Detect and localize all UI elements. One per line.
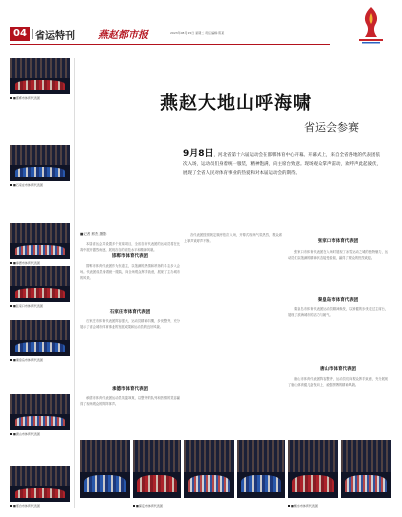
caption-bottom-1: ■邢台市体育代表团	[10, 504, 40, 508]
caption-bottom-3: ■衡水市体育代表团	[288, 504, 318, 508]
column-3-team5	[288, 306, 388, 354]
team2-paragraph: 石家庄市体育代表团阵容强大，运动员精神抖擞，步伐整齐，充分展示了省会城市体育事业的发展成果和运动员的良好风貌。	[80, 319, 180, 330]
photo-bottom-a	[80, 440, 130, 498]
photo-bottom-b	[133, 440, 181, 498]
article-subtitle: 省运会参赛	[304, 121, 359, 134]
team4-paragraph: 张家口市体育代表团在入场时展现了冰雪运动之城的独特魅力，运动员们以饱满的精神状态接受检阅，赢得了观众的热烈欢迎。	[288, 250, 388, 261]
games-logo-icon	[351, 5, 391, 47]
column-1-team2	[80, 318, 180, 368]
col1-intro-paragraph: 本届省运会共设置多个竞赛项目，全省各市代表团的运动员将在比赛中展开激烈角逐，展现各自的竞技水平和精神风貌。	[80, 242, 180, 253]
column-rule	[74, 58, 75, 508]
page-number: 04	[10, 27, 30, 41]
column-3-team4	[288, 249, 388, 289]
team-heading-3: 承德市体育代表团	[112, 387, 148, 392]
photo-left-6	[10, 394, 70, 430]
lead-dropcap: 9月8日	[183, 149, 214, 159]
caption-left-1: ■邯郸市体育代表团	[10, 96, 40, 100]
team6-paragraph: 唐山市体育代表团阵容整齐，运动员们向观众挥手致意，充分展现了唐山体育健儿奋发向上、顽强拼搏的精神风貌。	[288, 377, 388, 388]
team-heading-5: 秦皇岛市体育代表团	[317, 298, 359, 303]
column-3-team6	[288, 376, 388, 406]
col2-top-paragraph: 各代表团按照规定顺序依次入场，开幕式现场气氛热烈，观众席上掌声欢呼声不断。	[184, 233, 282, 244]
caption-left-2: ■石家庄市体育代表团	[10, 183, 43, 187]
photo-bottom-c	[184, 440, 234, 498]
column-1-team3	[80, 395, 180, 429]
photo-left-1	[10, 58, 70, 94]
section-name: 省运特刊	[35, 31, 75, 42]
team1-paragraph: 邯郸市体育代表团作为东道主，以饱满的热情和昂扬的斗志步入会场。代表团成员身着统一服装，向全场观众挥手致意，展现了主办城市的风采。	[80, 264, 180, 281]
photo-bottom-e	[288, 440, 338, 498]
caption-left-5: ■秦皇岛市体育代表团	[10, 358, 43, 362]
header-rule	[10, 44, 330, 45]
team-heading-1: 邯郸市体育代表团	[112, 254, 148, 259]
photo-left-3	[10, 223, 70, 259]
photo-bottom-d	[237, 440, 285, 498]
photo-left-7	[10, 466, 70, 502]
team-heading-4: 张家口市体育代表团	[317, 239, 359, 244]
photo-left-2	[10, 145, 70, 181]
team3-paragraph: 承德市体育代表团运动员英姿飒爽，以整齐的队列和热情的笑容赢得了现场观众的阵阵掌声。	[80, 396, 180, 407]
caption-bottom-2: ■保定市体育代表团	[133, 504, 163, 508]
issue-meta: 2023年08月15日 星期二 责任编辑:陈某	[170, 31, 225, 35]
photo-left-5	[10, 320, 70, 356]
newspaper-brand: 燕赵都市报	[98, 30, 148, 41]
photo-bottom-f	[341, 440, 391, 498]
team5-paragraph: 秦皇岛市体育代表团运动员精神焕发，以矫健的步伐走过主席台，展现了滨海城市的活力与朝气。	[288, 307, 388, 318]
article-title: 燕赵大地山呼海啸	[160, 93, 312, 114]
page-header	[10, 26, 396, 42]
header-divider	[32, 29, 33, 39]
column-2-top	[184, 232, 282, 262]
caption-left-6: ■唐山市体育代表团	[10, 432, 40, 436]
team-heading-6: 唐山市体育代表团	[320, 367, 356, 372]
caption-left-4: ■张家口市体育代表团	[10, 304, 43, 308]
column-1-team1	[80, 263, 180, 307]
article-lead	[183, 150, 383, 178]
team-heading-2: 石家庄市体育代表团	[109, 310, 151, 315]
lead-text: ，河北省第十六届运动会在邯郸体育中心开幕。开幕式上，来自全省各地的代表团依次入场，运动员们身着统一服装，精神饱满，向主席台致意。现场观众掌声雷动，欢呼声此起彼伏，展现了全省人民对体育事业的热爱和对本届运动会的期待。	[183, 153, 381, 176]
caption-left-3: ■承德市体育代表团	[10, 261, 40, 265]
article-byline: ■记者 邢杰 摄影	[80, 232, 107, 236]
photo-left-4	[10, 266, 70, 302]
